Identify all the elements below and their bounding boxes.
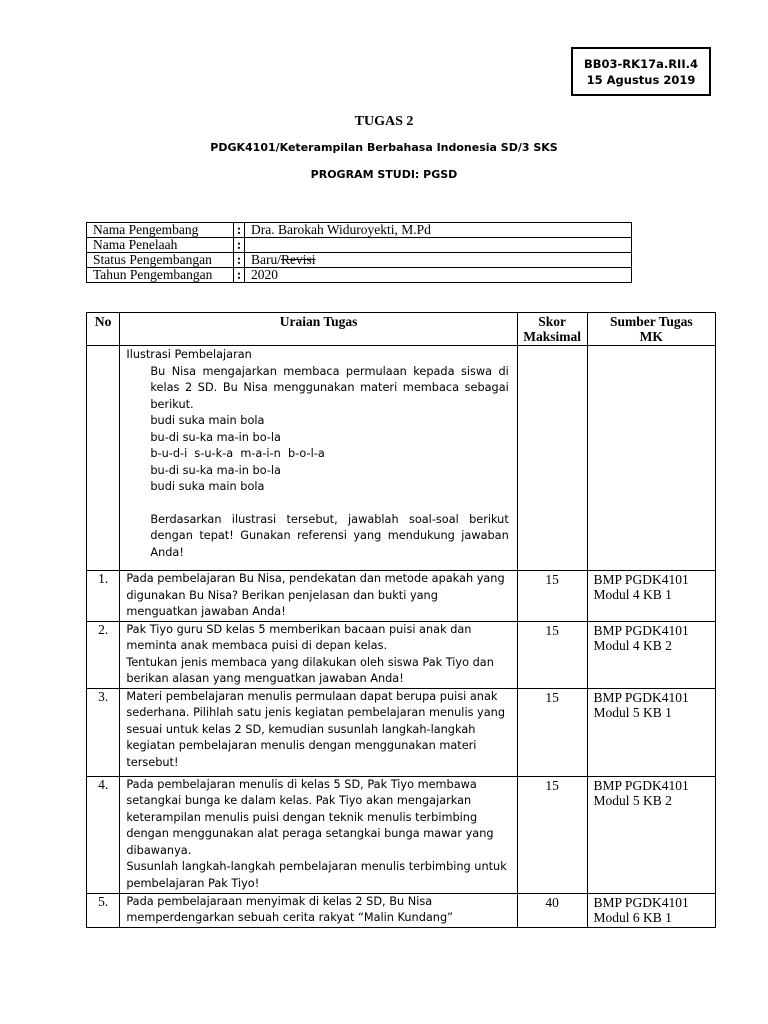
reading-line: budi suka main bola [150, 414, 265, 427]
info-row [87, 253, 632, 268]
task-row [87, 621, 716, 688]
header-skor-line2: Maksimal [523, 329, 582, 344]
document-date: 15 Agustus 2019 [586, 72, 696, 87]
info-label: Nama Penelaah [87, 238, 234, 253]
info-separator: : [234, 253, 245, 268]
info-separator: : [234, 268, 245, 283]
info-separator: : [234, 223, 245, 238]
info-table [86, 222, 632, 283]
task-score: 15 [517, 776, 587, 893]
header-sumber-line2: MK [639, 329, 663, 344]
info-row [87, 268, 632, 283]
task-source-line: BMP PGDK4101 [593, 894, 689, 910]
task-source-line: BMP PGDK4101 [593, 622, 689, 638]
task-row [87, 893, 716, 927]
task-source-line: Modul 4 KB 2 [593, 637, 672, 653]
header-no: No [87, 313, 120, 346]
illustration-row [87, 346, 716, 571]
task-source-line: Modul 4 KB 1 [593, 587, 672, 602]
illustration-intro: Bu Nisa mengajarkan membaca permulaan kepada siswa di kelas 2 SD. Bu Nisa menggunakan materi membaca sebagai berikut. [150, 364, 509, 411]
info-value: 2020 [245, 268, 632, 283]
reading-line: bu-di su-ka ma-in bo-la [150, 430, 281, 444]
task-text: Pada pembelajaran Bu Nisa, pendekatan dan metode apakah yang digunakan Bu Nisa? Berikan penjelasan dan bukti yang menguatkan jawaban Anda! [126, 572, 505, 618]
task-score: 15 [517, 688, 587, 776]
task-description [120, 621, 517, 688]
task-text: Pada pembelajaran menulis di kelas 5 SD, Pak Tiyo membawa setangkai bunga ke dalam kelas. Pak Tiyo akan mengajarkan keterampilan menulis puisi dengan teknik menulis terbimbing dengan menggunakan alat peraga setangkai bunga mawar yang dibawanya. [126, 777, 494, 857]
task-text: Pada pembelajaraan menyimak di kelas 2 SD, Bu Nisa memperdengarkan sebuah cerita rakyat “Malin Kundang” [126, 894, 453, 924]
status-baru: Baru/ [251, 252, 281, 267]
info-separator: : [234, 238, 245, 253]
task-source [587, 688, 715, 776]
header-uraian: Uraian Tugas [120, 313, 517, 346]
info-value [245, 238, 632, 253]
task-number: 1. [87, 571, 120, 622]
task-row [87, 688, 716, 776]
header-skor-line1: Skor [538, 314, 567, 329]
document-code: BB03-RK17a.RII.4 [584, 56, 698, 71]
task-number: 4. [87, 776, 120, 893]
task-description [120, 688, 517, 776]
task-number: 5. [87, 893, 120, 927]
course-title: PDGK4101/Keterampilan Berbahasa Indonesia SD/3 SKS [210, 141, 558, 154]
illustration-cell [120, 346, 517, 571]
task-text: Susunlah langkah-langkah pembelajaran menulis terbimbing untuk pembelajaran Pak Tiyo! [126, 860, 507, 890]
task-text: Tentukan jenis membaca yang dilakukan oleh siswa Pak Tiyo dan berikan alasan yang menguatkan jawaban Anda! [126, 655, 494, 685]
program-title: PROGRAM STUDI: PGSD [310, 168, 458, 181]
task-description [120, 893, 517, 927]
illustration-heading: Ilustrasi Pembelajaran [126, 348, 252, 361]
task-row [87, 571, 716, 622]
info-value [245, 253, 632, 268]
document-code-box [571, 47, 711, 96]
task-score: 15 [517, 621, 587, 688]
info-label: Nama Pengembang [87, 223, 234, 238]
tasks-table [86, 312, 716, 928]
info-row [87, 238, 632, 253]
reading-line: bu-di su-ka ma-in bo-la [150, 463, 281, 477]
header-sumber [587, 313, 715, 346]
task-source-line: BMP PGDK4101 [593, 572, 689, 587]
task-source-line: Modul 5 KB 1 [593, 704, 672, 720]
task-description [120, 776, 517, 893]
task-source-line: Modul 5 KB 2 [593, 792, 672, 808]
task-source [587, 571, 715, 622]
task-source [587, 776, 715, 893]
document-title: TUGAS 2 [354, 114, 414, 129]
info-value: Dra. Barokah Widuroyekti, M.Pd [245, 223, 632, 238]
task-source [587, 893, 715, 927]
info-label: Status Pengembangan [87, 253, 234, 268]
reading-line: b-u-d-i s-u-k-a m-a-i-n b-o-l-a [150, 447, 325, 460]
task-number: 2. [87, 621, 120, 688]
status-revisi-struck: Revisi [281, 252, 316, 267]
task-row [87, 776, 716, 893]
header-sumber-line1: Sumber Tugas [609, 314, 693, 329]
task-source [587, 621, 715, 688]
header-skor [517, 313, 587, 346]
task-source-line: BMP PGDK4101 [593, 689, 689, 705]
task-text: Pak Tiyo guru SD kelas 5 memberikan bacaan puisi anak dan meminta anak membaca puisi di depan kelas. [126, 622, 472, 652]
task-score: 40 [517, 893, 587, 927]
info-label: Tahun Pengembangan [87, 268, 234, 283]
task-source-line: Modul 6 KB 1 [593, 909, 672, 925]
task-source-line: BMP PGDK4101 [593, 777, 689, 793]
illustration-closing: Berdasarkan ilustrasi tersebut, jawablah soal-soal berikut dengan tepat! Gunakan referensi yang mendukung jawaban Anda! [150, 512, 509, 559]
task-text: Materi pembelajaran menulis permulaan dapat berupa puisi anak sederhana. Pilihlah satu jenis kegiatan pembelajaran menulis yang sesuai untuk kelas 2 SD, kemudian susunlah langkah-langkah kegiatan pembelajaran menulis dengan menggunakan materi tersebut! [126, 689, 505, 769]
task-score: 15 [517, 571, 587, 622]
task-number: 3. [87, 688, 120, 776]
tasks-header-row [87, 313, 716, 346]
reading-line: budi suka main bola [150, 480, 265, 493]
info-row [87, 223, 632, 238]
task-description [120, 571, 517, 622]
